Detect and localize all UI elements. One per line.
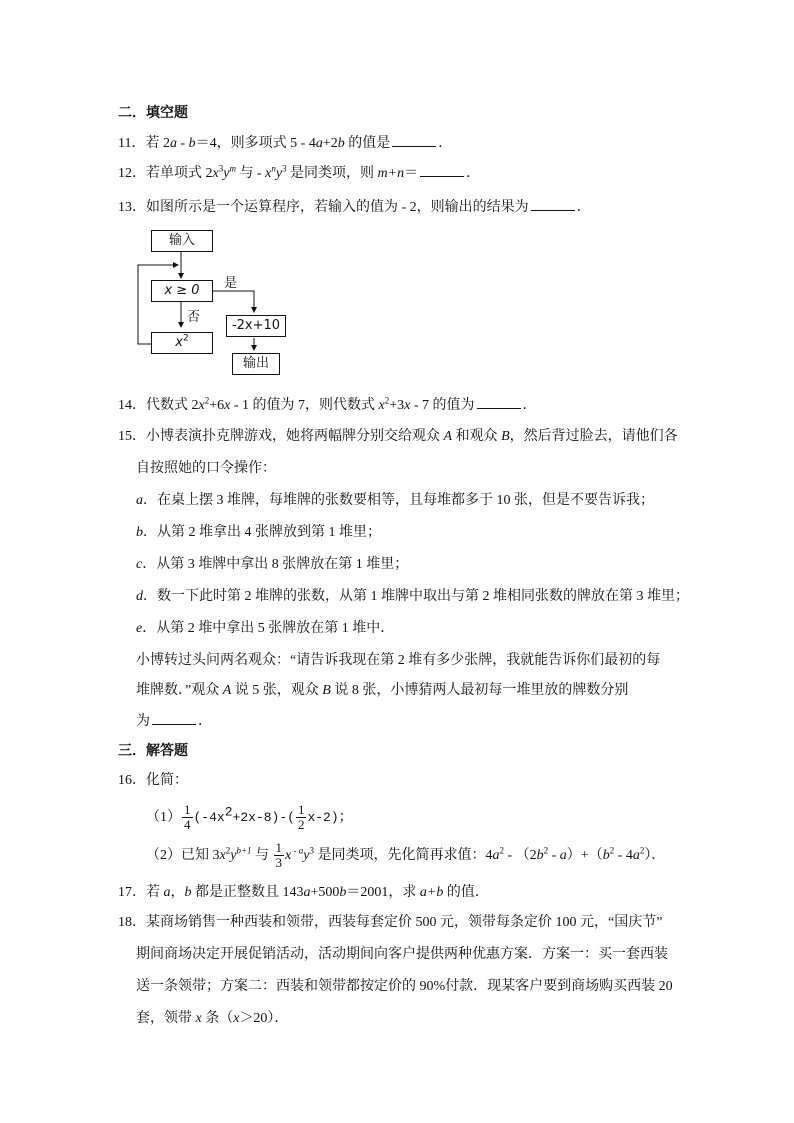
question-18: 18．某商场销售一种西装和领带，西装每套定价 500 元，领带每条定价 100 元，“国庆节” [118, 915, 663, 930]
question-17: 17．若 a，b 都是正整数且 143a+500b＝2001，求 a+b 的值． [118, 885, 489, 900]
flowchart-output-box: 输出 [232, 353, 280, 375]
q16-number: 16． [118, 773, 146, 788]
question-11: 11．若 2a - b＝4，则多项式 5 - 4a+2b 的值是 ． [118, 136, 453, 151]
question-15: 15．小博表演扑克牌游戏，她将两幅牌分别交给观众 A 和观众 B，然后背过脸去，请他们各 [118, 429, 678, 444]
flowchart-no-label: 否 [187, 310, 201, 325]
q15-paragraph-3: 为 ． [136, 714, 212, 729]
q15-step-c: c．从第 3 堆牌中拿出 8 张牌放在第 1 堆里； [136, 557, 409, 572]
q15-paragraph-2: 堆牌数．”观众 A 说 5 张，观众 B 说 8 张，小博猜两人最初每一堆里放的牌数分别 [136, 683, 629, 698]
question-14: 14．代数式 $2x^2+6x - 1$ 的值为 7，则代数式 $x^2+3x - 7$ 的值为 ． [118, 395, 537, 413]
q15-line2: 自按照她的口令操作： [136, 461, 276, 476]
q18-line-4: 套，领带 x 条（x＞20）． [136, 1011, 289, 1026]
fraction-one-quarter: $\frac{1}{4}$ [184, 802, 191, 833]
fraction-one-third: $\frac{1}{3}$ [275, 840, 283, 871]
q15-paragraph-1: 小博转过头问两名观众：“请告诉我现在第 2 堆有多少张牌，我就能告诉你们最初的每 [136, 653, 661, 668]
q16-part-2: （2）已知 $3x^2y^{b+1}$ 与 $\frac{1}{3}$ x $^{- a}y^3$ 是同类项，先化简再求值：$4a^2 - (2b^2 - a)+(b^2 - 4a^2)$． [146, 840, 666, 871]
q18-line-3: 送一条领带；方案二：西装和领带都按定价的 90%付款．现某客户要到商场购买西装 20 [136, 979, 673, 994]
flowchart-yes-label: 是 [224, 276, 238, 291]
flowchart [134, 230, 294, 380]
flowchart-yes-box: -2x+10 [226, 315, 286, 337]
q17-number: 17． [118, 885, 146, 900]
section-title-fill-in: 二．填空题 [118, 105, 188, 121]
flowchart-condition-box: x ≥ 0 [151, 280, 213, 302]
question-13: 13．如图所示是一个运算程序，若输入的值为 - 2，则输出的结果为 ． [118, 200, 591, 215]
flowchart-no-box: $x^2$ [151, 332, 213, 354]
fraction-one-half: $\frac{1}{2}$ [297, 802, 305, 833]
section-title-solutions: 三．解答题 [118, 743, 188, 759]
q18-line-2: 期间商场决定开展促销活动，活动期间向客户提供两种优惠方案．方案一：买一套西装 [136, 947, 668, 962]
q15-step-d: d．数一下此时第 2 堆牌的张数，从第 1 堆牌中取出与第 2 堆相同张数的牌放在第 3 堆里； [136, 589, 689, 604]
q16-part-1: （1） $\frac{1}{4}$ $(-4x^2+2x-8)-$( $\frac{1}{2}$ x-2)； [146, 802, 353, 833]
q15-step-a: a．在桌上摆 3 堆牌，每堆牌的张数要相等，且每堆都多于 10 张，但是不要告诉我； [136, 493, 654, 508]
answer-blank[interactable] [152, 712, 196, 725]
q15-step-e: e．从第 2 堆中拿出 5 张牌放在第 1 堆中． [136, 621, 395, 636]
q15-step-b: b．从第 2 堆拿出 4 张牌放到第 1 堆里； [136, 525, 381, 540]
q14-number: 14． [118, 398, 146, 413]
q11-number: 11． [118, 136, 146, 151]
q15-number: 15． [118, 429, 146, 444]
arrow-yes [212, 291, 254, 312]
question-12: 12．若单项式 $2x^3y^m$ 与 - $x^ny^3$ 是同类项，则 m+n＝ ． [118, 163, 481, 181]
q13-number: 13． [118, 200, 146, 215]
q18-number: 18． [118, 915, 146, 930]
answer-blank[interactable] [420, 164, 464, 177]
answer-blank[interactable] [477, 396, 521, 409]
q12-number: 12． [118, 166, 146, 181]
answer-blank[interactable] [531, 198, 575, 211]
answer-blank[interactable] [392, 134, 436, 147]
flowchart-input-box: 输入 [151, 230, 213, 252]
question-16: 16．化简： [118, 773, 188, 788]
